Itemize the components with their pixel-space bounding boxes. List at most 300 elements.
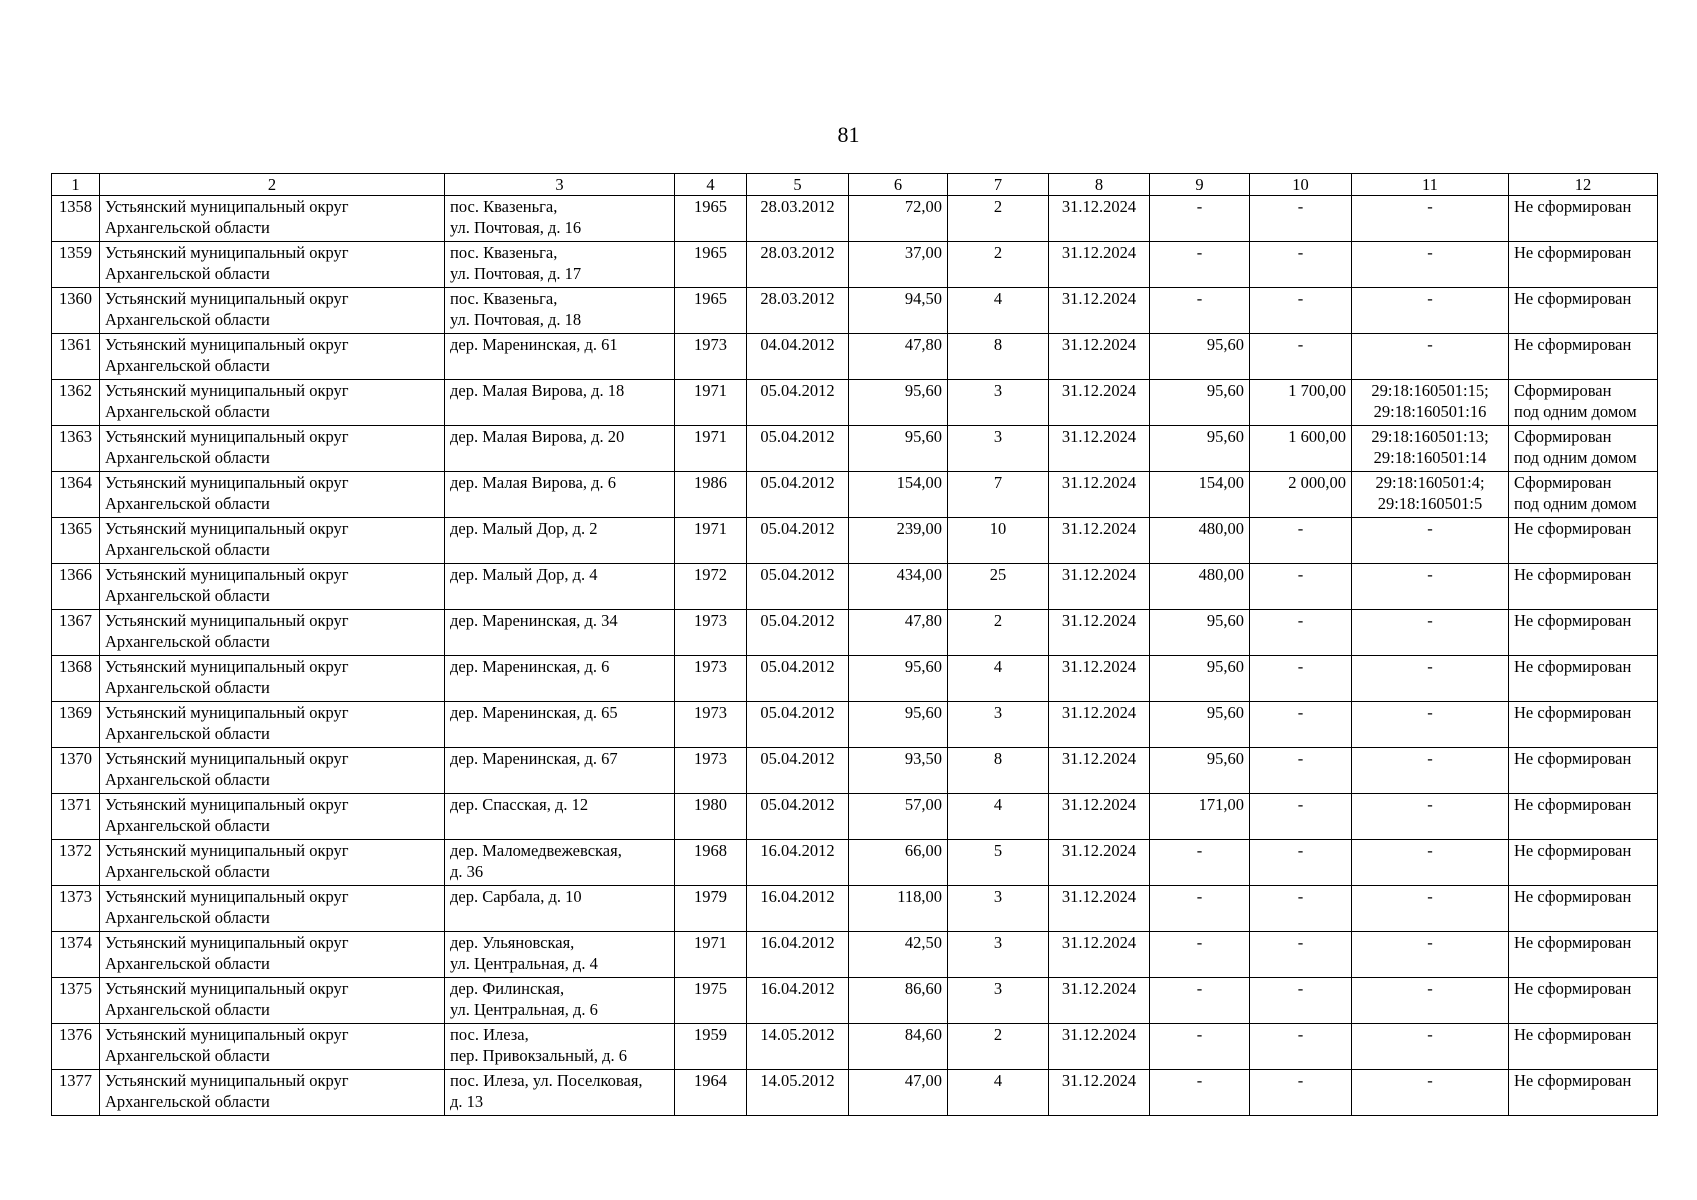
cadastral-numbers-line: - — [1427, 197, 1433, 216]
municipality-line: Устьянский муниципальный округ — [105, 979, 349, 998]
land-status-line: Не сформирован — [1514, 289, 1632, 308]
table-row — [52, 334, 1658, 380]
col-9-value: - — [1150, 978, 1250, 1024]
land-status — [1509, 196, 1658, 242]
cadastral-numbers-line: - — [1427, 979, 1433, 998]
land-status — [1509, 1070, 1658, 1116]
residents: 5 — [948, 840, 1049, 886]
residents: 10 — [948, 518, 1049, 564]
cadastral-numbers-line: - — [1427, 335, 1433, 354]
address — [445, 840, 675, 886]
table-row — [52, 242, 1658, 288]
land-status-line: под одним домом — [1514, 494, 1637, 513]
col-10-value: - — [1250, 610, 1352, 656]
address — [445, 426, 675, 472]
table-row — [52, 794, 1658, 840]
municipality-line: Архангельской области — [105, 448, 270, 467]
table-row — [52, 564, 1658, 610]
cadastral-numbers — [1352, 840, 1509, 886]
municipality — [100, 380, 445, 426]
land-status-line: Не сформирован — [1514, 1071, 1632, 1090]
col-9-value: 95,60 — [1150, 702, 1250, 748]
cadastral-numbers — [1352, 472, 1509, 518]
address-line: ул. Центральная, д. 4 — [450, 954, 598, 973]
address-line: дер. Маренинская, д. 61 — [450, 335, 618, 354]
build-year: 1971 — [675, 380, 747, 426]
col-9-value: 171,00 — [1150, 794, 1250, 840]
land-status-line: Сформирован — [1514, 427, 1612, 446]
residents: 8 — [948, 748, 1049, 794]
deadline: 31.12.2024 — [1049, 748, 1150, 794]
municipality — [100, 794, 445, 840]
deadline: 31.12.2024 — [1049, 196, 1150, 242]
recognition-date: 05.04.2012 — [747, 380, 849, 426]
col-10-value: - — [1250, 656, 1352, 702]
address-line: дер. Малый Дор, д. 2 — [450, 519, 598, 538]
cadastral-numbers — [1352, 196, 1509, 242]
land-status — [1509, 656, 1658, 702]
area: 93,50 — [849, 748, 948, 794]
cadastral-numbers — [1352, 610, 1509, 656]
municipality-line: Архангельской области — [105, 586, 270, 605]
row-number: 1369 — [52, 702, 100, 748]
cadastral-numbers-line: - — [1427, 841, 1433, 860]
deadline: 31.12.2024 — [1049, 426, 1150, 472]
municipality-line: Архангельской области — [105, 770, 270, 789]
cadastral-numbers-line: 29:18:160501:16 — [1373, 402, 1487, 421]
address-line: дер. Маренинская, д. 6 — [450, 657, 610, 676]
area: 72,00 — [849, 196, 948, 242]
municipality-line: Устьянский муниципальный округ — [105, 795, 349, 814]
recognition-date: 16.04.2012 — [747, 840, 849, 886]
col-9-value: - — [1150, 1024, 1250, 1070]
deadline: 31.12.2024 — [1049, 794, 1150, 840]
municipality-line: Устьянский муниципальный округ — [105, 197, 349, 216]
municipality-line: Устьянский муниципальный округ — [105, 1071, 349, 1090]
recognition-date: 05.04.2012 — [747, 748, 849, 794]
col-10-value: - — [1250, 932, 1352, 978]
table-row — [52, 426, 1658, 472]
municipality-line: Устьянский муниципальный округ — [105, 243, 349, 262]
municipality — [100, 196, 445, 242]
address-line: пос. Квазеньга, — [450, 243, 558, 262]
build-year: 1971 — [675, 426, 747, 472]
cadastral-numbers — [1352, 334, 1509, 380]
cadastral-numbers — [1352, 932, 1509, 978]
recognition-date: 05.04.2012 — [747, 426, 849, 472]
municipality-line: Архангельской области — [105, 540, 270, 559]
area: 434,00 — [849, 564, 948, 610]
address — [445, 472, 675, 518]
land-status — [1509, 794, 1658, 840]
municipality-line: Архангельской области — [105, 494, 270, 513]
land-status-line: Не сформирован — [1514, 933, 1632, 952]
cadastral-numbers-line: 29:18:160501:13; — [1371, 427, 1489, 446]
table-row — [52, 656, 1658, 702]
residents: 2 — [948, 196, 1049, 242]
land-status — [1509, 288, 1658, 334]
land-status-line: Не сформирован — [1514, 749, 1632, 768]
address — [445, 564, 675, 610]
row-number: 1367 — [52, 610, 100, 656]
cadastral-numbers — [1352, 426, 1509, 472]
cadastral-numbers-line: - — [1427, 611, 1433, 630]
area: 37,00 — [849, 242, 948, 288]
table-row — [52, 840, 1658, 886]
land-status-line: Не сформирован — [1514, 887, 1632, 906]
recognition-date: 28.03.2012 — [747, 288, 849, 334]
land-status — [1509, 564, 1658, 610]
build-year: 1973 — [675, 748, 747, 794]
land-status-line: Не сформирован — [1514, 979, 1632, 998]
municipality-line: Архангельской области — [105, 862, 270, 881]
residents: 3 — [948, 702, 1049, 748]
cadastral-numbers-line: - — [1427, 289, 1433, 308]
column-header: 1 — [52, 174, 100, 196]
municipality — [100, 426, 445, 472]
deadline: 31.12.2024 — [1049, 656, 1150, 702]
land-status-line: Не сформирован — [1514, 657, 1632, 676]
address — [445, 932, 675, 978]
deadline: 31.12.2024 — [1049, 288, 1150, 334]
residents: 3 — [948, 380, 1049, 426]
deadline: 31.12.2024 — [1049, 518, 1150, 564]
table-row — [52, 748, 1658, 794]
municipality-line: Устьянский муниципальный округ — [105, 703, 349, 722]
cadastral-numbers — [1352, 380, 1509, 426]
column-header: 6 — [849, 174, 948, 196]
residents: 4 — [948, 1070, 1049, 1116]
municipality-line: Архангельской области — [105, 310, 270, 329]
residents: 3 — [948, 978, 1049, 1024]
address — [445, 794, 675, 840]
address-line: пос. Илеза, ул. Поселковая, — [450, 1071, 643, 1090]
address — [445, 1070, 675, 1116]
area: 42,50 — [849, 932, 948, 978]
municipality — [100, 978, 445, 1024]
row-number: 1372 — [52, 840, 100, 886]
cadastral-numbers-line: - — [1427, 887, 1433, 906]
table-row — [52, 610, 1658, 656]
build-year: 1968 — [675, 840, 747, 886]
deadline: 31.12.2024 — [1049, 380, 1150, 426]
land-status — [1509, 886, 1658, 932]
address — [445, 748, 675, 794]
area: 118,00 — [849, 886, 948, 932]
col-10-value: - — [1250, 1024, 1352, 1070]
municipality-line: Устьянский муниципальный округ — [105, 289, 349, 308]
col-9-value: - — [1150, 932, 1250, 978]
residents: 4 — [948, 288, 1049, 334]
land-status — [1509, 242, 1658, 288]
col-9-value: 95,60 — [1150, 748, 1250, 794]
col-10-value: - — [1250, 518, 1352, 564]
residents: 2 — [948, 610, 1049, 656]
land-status-line: Не сформирован — [1514, 795, 1632, 814]
residents: 2 — [948, 242, 1049, 288]
area: 47,80 — [849, 334, 948, 380]
col-9-value: - — [1150, 242, 1250, 288]
municipality — [100, 886, 445, 932]
municipality — [100, 242, 445, 288]
row-number: 1375 — [52, 978, 100, 1024]
land-status-line: Не сформирован — [1514, 197, 1632, 216]
address-line: дер. Маломедвежевская, — [450, 841, 622, 860]
address — [445, 978, 675, 1024]
col-9-value: - — [1150, 288, 1250, 334]
area: 95,60 — [849, 426, 948, 472]
land-status-line: Не сформирован — [1514, 519, 1632, 538]
address — [445, 702, 675, 748]
table-row — [52, 518, 1658, 564]
address-line: дер. Маренинская, д. 34 — [450, 611, 618, 630]
build-year: 1971 — [675, 518, 747, 564]
build-year: 1979 — [675, 886, 747, 932]
row-number: 1361 — [52, 334, 100, 380]
row-number: 1362 — [52, 380, 100, 426]
residents: 3 — [948, 886, 1049, 932]
col-10-value: 1 700,00 — [1250, 380, 1352, 426]
residents: 4 — [948, 656, 1049, 702]
deadline: 31.12.2024 — [1049, 334, 1150, 380]
municipality-line: Устьянский муниципальный округ — [105, 335, 349, 354]
col-10-value: - — [1250, 334, 1352, 380]
address-line: дер. Маренинская, д. 65 — [450, 703, 618, 722]
deadline: 31.12.2024 — [1049, 472, 1150, 518]
row-number: 1368 — [52, 656, 100, 702]
address-line: дер. Спасская, д. 12 — [450, 795, 589, 814]
residents: 8 — [948, 334, 1049, 380]
col-9-value: - — [1150, 886, 1250, 932]
land-status — [1509, 426, 1658, 472]
area: 94,50 — [849, 288, 948, 334]
cadastral-numbers-line: - — [1427, 243, 1433, 262]
column-header: 9 — [1150, 174, 1250, 196]
row-number: 1376 — [52, 1024, 100, 1070]
municipality — [100, 932, 445, 978]
build-year: 1980 — [675, 794, 747, 840]
land-status-line: Сформирован — [1514, 381, 1612, 400]
municipality — [100, 472, 445, 518]
deadline: 31.12.2024 — [1049, 610, 1150, 656]
page-number: 81 — [837, 122, 860, 147]
recognition-date: 05.04.2012 — [747, 702, 849, 748]
row-number: 1363 — [52, 426, 100, 472]
address — [445, 518, 675, 564]
build-year: 1965 — [675, 242, 747, 288]
address — [445, 1024, 675, 1070]
cadastral-numbers-line: - — [1427, 565, 1433, 584]
residents: 7 — [948, 472, 1049, 518]
address — [445, 610, 675, 656]
address-line: дер. Малая Вирова, д. 6 — [450, 473, 617, 492]
address-line: д. 36 — [450, 862, 484, 881]
col-10-value: - — [1250, 794, 1352, 840]
land-status — [1509, 932, 1658, 978]
municipality-line: Устьянский муниципальный округ — [105, 1025, 349, 1044]
column-header: 12 — [1509, 174, 1658, 196]
column-number-row — [52, 174, 1658, 196]
land-status-line: Не сформирован — [1514, 841, 1632, 860]
table-row — [52, 380, 1658, 426]
municipality — [100, 564, 445, 610]
address — [445, 656, 675, 702]
municipality-line: Архангельской области — [105, 954, 270, 973]
area: 47,00 — [849, 1070, 948, 1116]
municipality-line: Устьянский муниципальный округ — [105, 381, 349, 400]
cadastral-numbers-line: - — [1427, 795, 1433, 814]
municipality-line: Архангельской области — [105, 632, 270, 651]
land-status-line: Не сформирован — [1514, 335, 1632, 354]
municipality-line: Архангельской области — [105, 816, 270, 835]
row-number: 1365 — [52, 518, 100, 564]
cadastral-numbers — [1352, 288, 1509, 334]
column-header: 5 — [747, 174, 849, 196]
area: 95,60 — [849, 702, 948, 748]
cadastral-numbers — [1352, 886, 1509, 932]
municipality-line: Устьянский муниципальный округ — [105, 611, 349, 630]
row-number: 1364 — [52, 472, 100, 518]
area: 66,00 — [849, 840, 948, 886]
cadastral-numbers-line: - — [1427, 703, 1433, 722]
cadastral-numbers-line: - — [1427, 933, 1433, 952]
col-10-value: - — [1250, 840, 1352, 886]
municipality-line: Архангельской области — [105, 356, 270, 375]
deadline: 31.12.2024 — [1049, 932, 1150, 978]
cadastral-numbers-line: 29:18:160501:4; — [1375, 473, 1485, 492]
land-status-line: Не сформирован — [1514, 1025, 1632, 1044]
row-number: 1374 — [52, 932, 100, 978]
recognition-date: 05.04.2012 — [747, 564, 849, 610]
address — [445, 334, 675, 380]
address-line: дер. Малый Дор, д. 4 — [450, 565, 598, 584]
cadastral-numbers-line: 29:18:160501:15; — [1371, 381, 1489, 400]
address-line: дер. Маренинская, д. 67 — [450, 749, 618, 768]
address-line: дер. Филинская, — [450, 979, 565, 998]
row-number: 1366 — [52, 564, 100, 610]
col-10-value: - — [1250, 196, 1352, 242]
residents: 3 — [948, 932, 1049, 978]
col-9-value: 95,60 — [1150, 610, 1250, 656]
col-10-value: 1 600,00 — [1250, 426, 1352, 472]
column-header: 7 — [948, 174, 1049, 196]
cadastral-numbers-line: - — [1427, 749, 1433, 768]
municipality-line: Устьянский муниципальный округ — [105, 473, 349, 492]
municipality — [100, 1024, 445, 1070]
cadastral-numbers-line: 29:18:160501:5 — [1377, 494, 1483, 513]
recognition-date: 16.04.2012 — [747, 932, 849, 978]
municipality — [100, 610, 445, 656]
municipality — [100, 748, 445, 794]
build-year: 1965 — [675, 288, 747, 334]
municipality-line: Устьянский муниципальный округ — [105, 933, 349, 952]
land-status — [1509, 380, 1658, 426]
land-status — [1509, 518, 1658, 564]
land-status — [1509, 840, 1658, 886]
col-10-value: - — [1250, 748, 1352, 794]
row-number: 1370 — [52, 748, 100, 794]
col-10-value: - — [1250, 564, 1352, 610]
cadastral-numbers — [1352, 1070, 1509, 1116]
col-10-value: - — [1250, 702, 1352, 748]
col-10-value: - — [1250, 242, 1352, 288]
municipality-line: Архангельской области — [105, 1000, 270, 1019]
cadastral-numbers — [1352, 564, 1509, 610]
recognition-date: 04.04.2012 — [747, 334, 849, 380]
cadastral-numbers — [1352, 794, 1509, 840]
land-status — [1509, 472, 1658, 518]
table-row — [52, 1070, 1658, 1116]
col-9-value: - — [1150, 1070, 1250, 1116]
cadastral-numbers — [1352, 702, 1509, 748]
row-number: 1377 — [52, 1070, 100, 1116]
address — [445, 288, 675, 334]
table-row — [52, 288, 1658, 334]
area: 95,60 — [849, 656, 948, 702]
land-status — [1509, 978, 1658, 1024]
residents: 4 — [948, 794, 1049, 840]
build-year: 1986 — [675, 472, 747, 518]
table-row — [52, 702, 1658, 748]
cadastral-numbers-line: - — [1427, 1071, 1433, 1090]
municipality — [100, 840, 445, 886]
col-9-value: 95,60 — [1150, 426, 1250, 472]
column-header: 4 — [675, 174, 747, 196]
residents: 25 — [948, 564, 1049, 610]
municipality — [100, 518, 445, 564]
cadastral-numbers-line: - — [1427, 657, 1433, 676]
table-row — [52, 1024, 1658, 1070]
deadline: 31.12.2024 — [1049, 242, 1150, 288]
build-year: 1973 — [675, 334, 747, 380]
build-year: 1973 — [675, 702, 747, 748]
cadastral-numbers — [1352, 242, 1509, 288]
col-10-value: - — [1250, 886, 1352, 932]
deadline: 31.12.2024 — [1049, 840, 1150, 886]
address-line: ул. Центральная, д. 6 — [450, 1000, 598, 1019]
address — [445, 196, 675, 242]
cadastral-numbers — [1352, 1024, 1509, 1070]
cadastral-numbers — [1352, 748, 1509, 794]
cadastral-numbers — [1352, 978, 1509, 1024]
land-status-line: Не сформирован — [1514, 243, 1632, 262]
table-row — [52, 886, 1658, 932]
address-line: дер. Сарбала, д. 10 — [450, 887, 582, 906]
address-line: дер. Малая Вирова, д. 20 — [450, 427, 625, 446]
address-line: пер. Привокзальный, д. 6 — [450, 1046, 628, 1065]
land-status-line: Не сформирован — [1514, 565, 1632, 584]
residents: 2 — [948, 1024, 1049, 1070]
address-line: пос. Квазеньга, — [450, 197, 558, 216]
land-status — [1509, 702, 1658, 748]
table-row — [52, 472, 1658, 518]
land-status — [1509, 748, 1658, 794]
col-10-value: - — [1250, 288, 1352, 334]
deadline: 31.12.2024 — [1049, 886, 1150, 932]
land-status-line: Не сформирован — [1514, 703, 1632, 722]
area: 154,00 — [849, 472, 948, 518]
residents: 3 — [948, 426, 1049, 472]
municipality-line: Устьянский муниципальный округ — [105, 657, 349, 676]
land-status-line: под одним домом — [1514, 448, 1637, 467]
deadline: 31.12.2024 — [1049, 1024, 1150, 1070]
cadastral-numbers-line: - — [1427, 519, 1433, 538]
housing-registry-table — [51, 173, 1658, 1116]
col-10-value: 2 000,00 — [1250, 472, 1352, 518]
build-year: 1959 — [675, 1024, 747, 1070]
table-row — [52, 978, 1658, 1024]
recognition-date: 28.03.2012 — [747, 242, 849, 288]
